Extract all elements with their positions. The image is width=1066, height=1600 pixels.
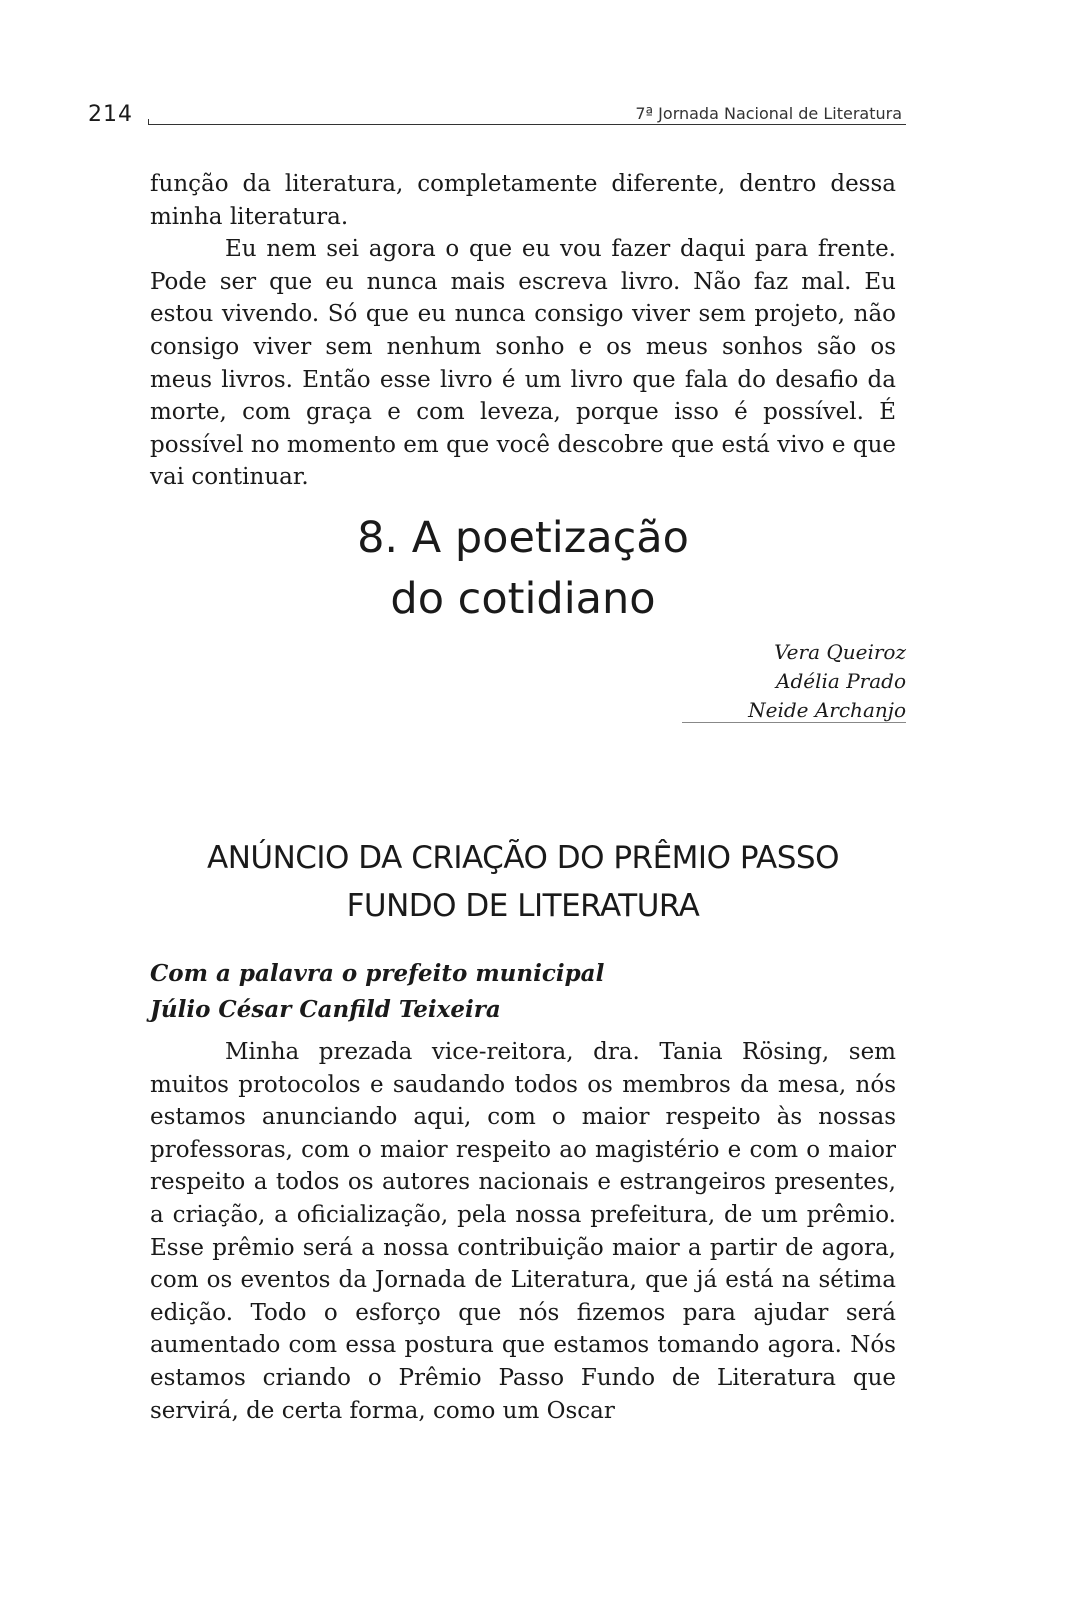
intro-text [150,168,896,494]
section-title-line-2: FUNDO DE LITERATURA [346,888,700,924]
chapter-title [150,508,896,630]
intro-paragraph-1: função da literatura, completamente diferente, dentro dessa minha literatura. [150,171,896,230]
header-rule [148,124,906,125]
speech-text [150,1036,896,1427]
chapter-title-line-2: do cotidiano [390,574,656,624]
author-name: Neide Archanjo [748,698,906,722]
page-number: 214 [88,102,133,127]
page-header [88,100,906,130]
running-title: 7ª Jornada Nacional de Literatura [635,104,902,123]
speaker-line-2: Júlio César Canfild Teixeira [150,996,501,1023]
section-title [150,834,896,930]
section-title-line-1: ANÚNCIO DA CRIAÇÃO DO PRÊMIO PASSO [206,840,840,876]
chapter-authors [706,638,906,725]
intro-paragraph-2: Eu nem sei agora o que eu vou fazer daqui para frente. Pode ser que eu nunca mais escreva livro. Não faz mal. Eu estou vivendo. Só que eu nunca consigo viver sem projeto, não consigo viver sem nenhum sonho e os meus sonhos são os meus livros. Então esse livro é um livro que fala do desafio da morte, com graça e com leveza, porque isso é possível. É possível no momento em que você descobre que está vivo e que vai continuar. [150,236,896,491]
author-name: Vera Queiroz [774,640,906,664]
speaker-line-1: Com a palavra o prefeito municipal [150,960,605,987]
authors-rule [682,722,906,723]
speech-paragraph: Minha prezada vice-reitora, dra. Tania Rösing, sem muitos protocolos e saudando todos os membros da mesa, nós estamos anunciando aqui, com o maior respeito às nossas professoras, com o maior respeito ao magistério e com o maior respeito a todos os autores nacionais e estrangeiros presentes, a criação, a oficialização, pela nossa prefeitura, de um prêmio. Esse prêmio será a nossa contribuição maior a partir de agora, com os eventos da Jornada de Literatura, que já está na sétima edição. Todo o esforço que nós fizemos para ajudar será aumentado com essa postura que estamos tomando agora. Nós estamos criando o Prêmio Passo Fundo de Literatura que servirá, de certa forma, como um Oscar [150,1039,896,1424]
chapter-title-line-1: 8. A poetização [357,513,689,563]
author-name: Adélia Prado [776,669,906,693]
speaker-heading [150,956,896,1028]
